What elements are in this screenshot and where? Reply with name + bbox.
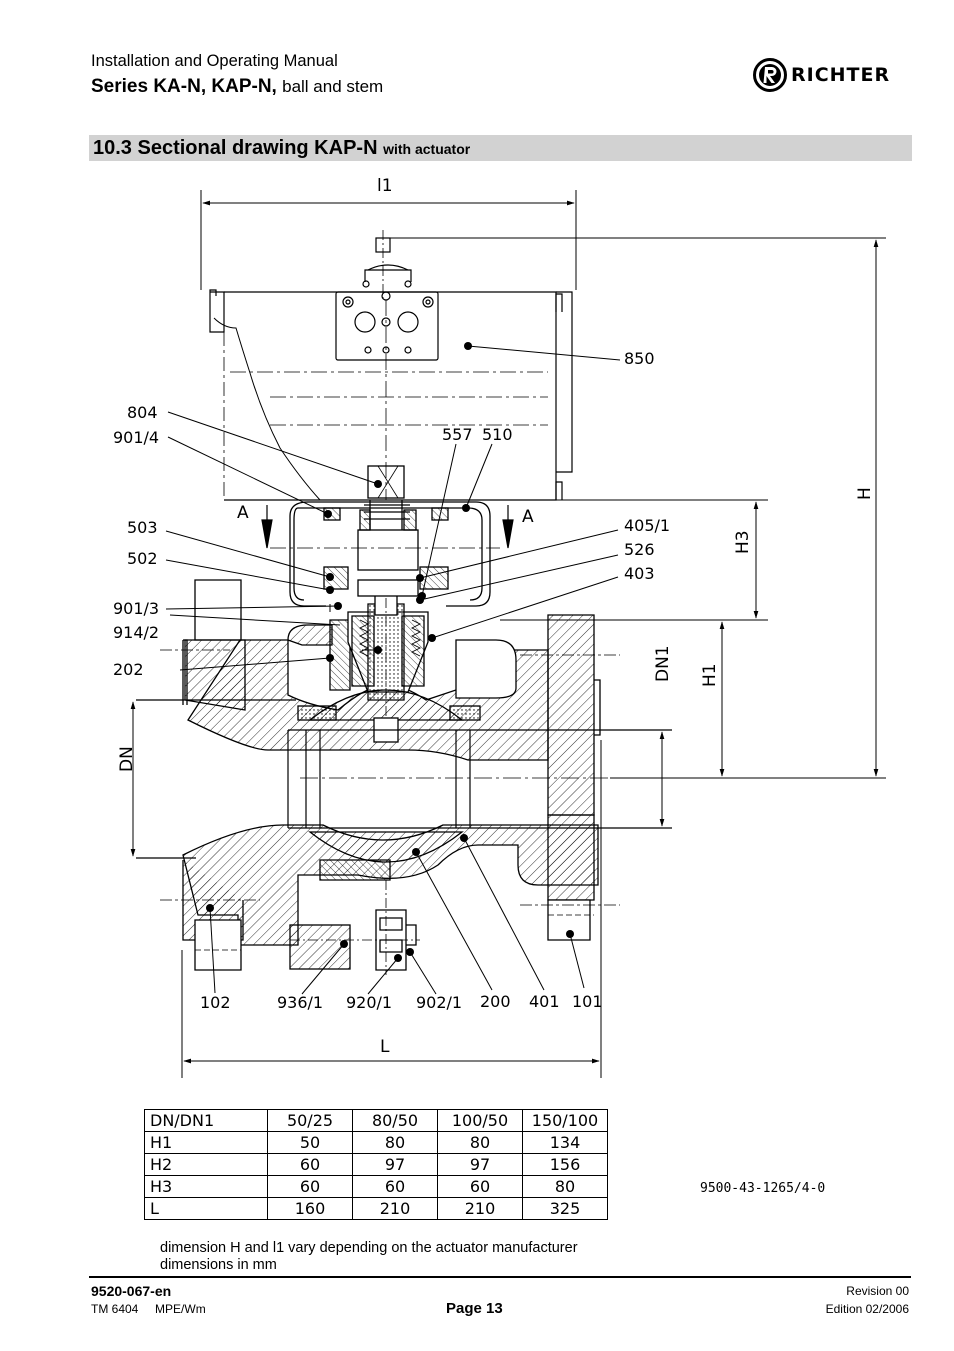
series-subtitle: ball and stem	[282, 77, 384, 96]
table-row	[145, 1176, 608, 1198]
part-label-901-3: 901/3	[113, 599, 160, 618]
part-label-405-1: 405/1	[624, 516, 671, 535]
part-label-510: 510	[482, 425, 513, 444]
table-header-cell: 50/25	[268, 1110, 353, 1132]
part-label-902-1: 902/1	[416, 993, 463, 1012]
table-cell: 325	[523, 1198, 608, 1220]
table-cell: 80	[523, 1176, 608, 1198]
footer-divider	[89, 1276, 911, 1278]
page-number: Page 13	[446, 1300, 503, 1317]
table-cell: 210	[353, 1198, 438, 1220]
tm-reference: TM 6404 MPE/Wm	[91, 1302, 206, 1316]
dim-l1: l1	[377, 176, 393, 196]
dim-DN1: DN1	[653, 645, 673, 682]
part-label-914-2: 914/2	[113, 623, 160, 642]
table-row	[145, 1198, 608, 1220]
dim-H3: H3	[733, 530, 753, 554]
part-label-901-4: 901/4	[113, 428, 160, 447]
part-label-526: 526	[624, 540, 655, 559]
table-cell: H3	[145, 1176, 268, 1198]
table-cell: 60	[353, 1176, 438, 1198]
section-label-left: A	[237, 503, 249, 523]
table-cell: 156	[523, 1154, 608, 1176]
notes	[160, 1240, 578, 1274]
table-cell: H2	[145, 1154, 268, 1176]
table-cell: H1	[145, 1132, 268, 1154]
part-label-502: 502	[127, 549, 158, 568]
part-label-401: 401	[529, 992, 560, 1011]
section-title-suffix: with actuator	[383, 141, 471, 157]
series-name: Series KA-N, KAP-N,	[91, 76, 277, 97]
part-label-200: 200	[480, 992, 511, 1011]
table-header-row	[145, 1110, 608, 1132]
dim-H1: H1	[700, 663, 720, 687]
table-row	[145, 1154, 608, 1176]
part-label-503: 503	[127, 518, 158, 537]
brand-name: RICHTER	[791, 64, 891, 86]
actuator	[210, 230, 572, 500]
table-cell: 97	[438, 1154, 523, 1176]
table-header-cell: DN/DN1	[145, 1110, 268, 1132]
section-title: 10.3 Sectional drawing KAP-N	[93, 137, 378, 159]
note-line: dimension H and l1 vary depending on the actuator manufacturer	[160, 1240, 578, 1256]
doc-number: 9520-067-en	[91, 1283, 172, 1299]
part-label-102: 102	[200, 993, 231, 1012]
table-cell: 60	[268, 1154, 353, 1176]
table-cell: 50	[268, 1132, 353, 1154]
table-cell: 80	[438, 1132, 523, 1154]
manual-title: Installation and Operating Manual	[91, 52, 338, 70]
table-cell: 60	[268, 1176, 353, 1198]
note-line: dimensions in mm	[160, 1257, 277, 1273]
part-label-850: 850	[624, 349, 655, 368]
drawing-number: 9500-43-1265/4-0	[700, 1181, 826, 1196]
part-label-403: 403	[624, 564, 655, 583]
table-header-cell: 100/50	[438, 1110, 523, 1132]
table-cell: 210	[438, 1198, 523, 1220]
part-label-557: 557	[442, 425, 473, 444]
dim-L: L	[380, 1037, 390, 1057]
table-row	[145, 1132, 608, 1154]
part-label-936-1: 936/1	[277, 993, 324, 1012]
table-cell: 97	[353, 1154, 438, 1176]
dimension-table	[144, 1109, 608, 1220]
part-label-804: 804	[127, 403, 158, 422]
part-label-920-1: 920/1	[346, 993, 393, 1012]
table-header-cell: 80/50	[353, 1110, 438, 1132]
dim-DN: DN	[117, 746, 137, 772]
table-cell: 160	[268, 1198, 353, 1220]
table-header-cell: 150/100	[523, 1110, 608, 1132]
table-cell: 80	[353, 1132, 438, 1154]
table-cell: L	[145, 1198, 268, 1220]
revision: Revision 00	[846, 1284, 909, 1298]
table-cell: 134	[523, 1132, 608, 1154]
table-cell: 60	[438, 1176, 523, 1198]
part-label-202: 202	[113, 660, 144, 679]
dim-H: H	[855, 487, 875, 500]
part-label-101: 101	[572, 992, 603, 1011]
edition: Edition 02/2006	[825, 1302, 909, 1316]
section-label-right: A	[522, 507, 534, 527]
